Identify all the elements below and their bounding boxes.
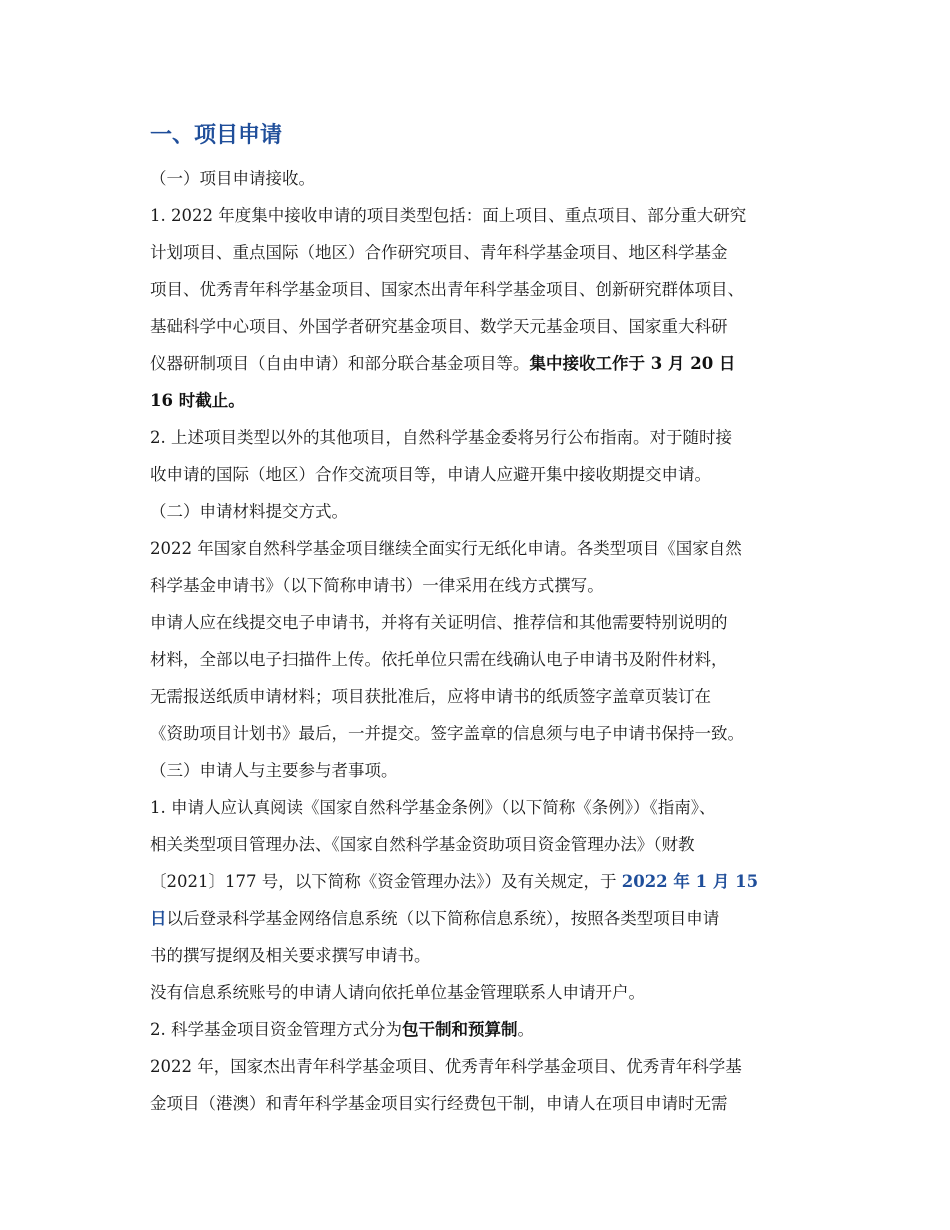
paragraph-line: 2022 年国家自然科学基金项目继续全面实行无纸化申请。各类型项目《国家自然 [150, 539, 742, 558]
paragraph-line: 2. 上述项目类型以外的其他项目，自然科学基金委将另行公布指南。对于随时接 [150, 428, 732, 447]
text-run: 2. 科学基金项目资金管理方式分为 [150, 1020, 402, 1039]
paragraph-line: 计划项目、重点国际（地区）合作研究项目、青年科学基金项目、地区科学基金 [150, 243, 728, 262]
paragraph-line: 没有信息系统账号的申请人请向依托单位基金管理联系人申请开户。 [150, 983, 645, 1002]
text-run: 以后登录科学基金网络信息系统（以下简称信息系统），按照各类型项目申请 [166, 909, 720, 928]
funding-mode-highlight: 包干制和预算制 [402, 1020, 518, 1039]
text-run: 仪器研制项目（自由申请）和部分联合基金项目等。 [150, 354, 530, 373]
paragraph-line: 1. 2022 年度集中接收申请的项目类型包括：面上项目、重点项目、部分重大研究 [150, 206, 747, 225]
subheading-3: （三）申请人与主要参与者事项。 [150, 761, 398, 780]
paragraph-line: 相关类型项目管理办法、《国家自然科学基金资助项目资金管理办法》（财教 [150, 835, 695, 854]
paragraph-line: 科学基金申请书》（以下简称申请书）一律采用在线方式撰写。 [150, 576, 604, 595]
document-page [150, 118, 810, 1122]
text-run: 。 [517, 1020, 534, 1039]
deadline-highlight: 16 时截止。 [150, 391, 245, 410]
paragraph-line [150, 345, 810, 382]
paragraph-line: 《资助项目计划书》最后，一并提交。签字盖章的信息须与电子申请书保持一致。 [150, 724, 744, 743]
paragraph-line: 金项目（港澳）和青年科学基金项目实行经费包干制，申请人在项目申请时无需 [150, 1094, 728, 1113]
paragraph-line: 基础科学中心项目、外国学者研究基金项目、数学天元基金项目、国家重大科研 [150, 317, 728, 336]
paragraph-line: 2022 年，国家杰出青年科学基金项目、优秀青年科学基金项目、优秀青年科学基 [150, 1057, 742, 1076]
paragraph-line: 1. 申请人应认真阅读《国家自然科学基金条例》（以下简称《条例》）《指南》、 [150, 798, 716, 817]
paragraph-line [150, 900, 810, 937]
subheading-1: （一）项目申请接收。 [150, 169, 315, 188]
paragraph-line: 材料，全部以电子扫描件上传。依托单位只需在线确认电子申请书及附件材料， [150, 650, 728, 669]
paragraph-line: 无需报送纸质申请材料；项目获批准后，应将申请书的纸质签字盖章页装订在 [150, 687, 711, 706]
date-highlight: 2022 年 1 月 15 [621, 872, 759, 891]
paragraph-line: 书的撰写提纲及相关要求撰写申请书。 [150, 946, 431, 965]
paragraph-line: 项目、优秀青年科学基金项目、国家杰出青年科学基金项目、创新研究群体项目、 [150, 280, 744, 299]
deadline-highlight: 集中接收工作于 3 月 20 日 [529, 354, 736, 373]
text-run: 〔2021〕177 号，以下简称《资金管理办法》）及有关规定，于 [150, 872, 622, 891]
paragraph-line: 申请人应在线提交电子申请书，并将有关证明信、推荐信和其他需要特别说明的 [150, 613, 728, 632]
paragraph-line [150, 1011, 810, 1048]
subheading-2: （二）申请材料提交方式。 [150, 502, 348, 521]
paragraph-line: 收申请的国际（地区）合作交流项目等，申请人应避开集中接收期提交申请。 [150, 465, 711, 484]
date-highlight: 日 [150, 909, 167, 928]
paragraph-line [150, 863, 810, 900]
section-heading: 一、项目申请 [150, 123, 283, 148]
